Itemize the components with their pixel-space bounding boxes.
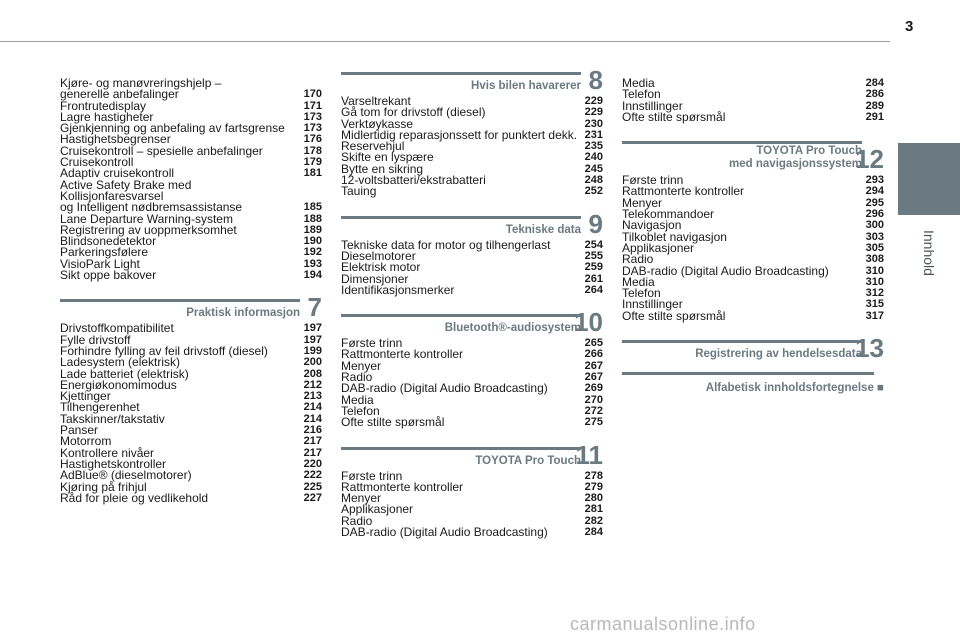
toc-entry-page: 279 xyxy=(584,480,603,493)
toc-entry-page: 281 xyxy=(584,503,603,516)
toc-entry[interactable] xyxy=(341,392,603,407)
index-link[interactable] xyxy=(622,368,884,394)
toc-entry-title: Råd for pleie og vedlikehold xyxy=(60,490,209,505)
toc-entry[interactable] xyxy=(622,308,884,323)
toc-entry-page: 312 xyxy=(865,287,884,300)
toc-entry[interactable] xyxy=(60,177,322,215)
toc-entry-title: Innstillinger xyxy=(622,297,683,312)
toc-entry-title: Dieselmotorer xyxy=(341,248,416,263)
toc-entry-page: 310 xyxy=(865,275,884,288)
toc-entry-title: Rattmonterte kontroller xyxy=(622,184,745,199)
toc-entry-page: 255 xyxy=(584,249,603,262)
toc-entry-title: Applikasjoner xyxy=(341,502,414,517)
toc-entry-page: 217 xyxy=(303,446,322,459)
toc-entry[interactable] xyxy=(341,383,603,394)
toc-entry-title: Kjettinger xyxy=(60,389,111,404)
toc-entry-title: Lane Departure Warning-system xyxy=(60,211,233,226)
toc-entry-title: Gjenkjenning og anbefaling av fartsgrense xyxy=(60,121,285,136)
toc-entry-page: 220 xyxy=(303,457,322,470)
index-title: Alfabetisk innholdsfortegnelse ■ xyxy=(705,382,884,395)
toc-entry-page: 190 xyxy=(303,235,322,248)
toc-entry-page: 289 xyxy=(865,99,884,112)
toc-entry-title: Parkeringsfølere xyxy=(60,245,149,260)
toc-entry-title: Tilhengerenhet xyxy=(60,400,140,415)
toc-entry-page: 193 xyxy=(303,257,322,270)
toc-entry-page: 213 xyxy=(303,390,322,403)
toc-entry-title: Tilkoblet navigasjon xyxy=(622,229,727,244)
toc-entry-page: 199 xyxy=(303,344,322,357)
toc-entry-title: Menyer xyxy=(341,491,382,506)
toc-entry-page: 229 xyxy=(584,106,603,119)
section-12-header[interactable] xyxy=(622,137,884,173)
toc-entry-page: 171 xyxy=(303,99,322,112)
toc-entry-page: 240 xyxy=(584,151,603,164)
toc-entry-page: 267 xyxy=(584,359,603,372)
toc-entry-title: Telefon xyxy=(341,403,380,418)
section-10-number: 10 xyxy=(574,307,603,338)
toc-entry-title: Menyer xyxy=(341,358,382,373)
toc-entry-title: 12-voltsbatteri/ekstrabatteri xyxy=(341,173,486,188)
toc-entry-page: 294 xyxy=(865,185,884,198)
section-11-header[interactable] xyxy=(341,439,603,470)
toc-entry-page: 308 xyxy=(865,253,884,266)
toc-entry-page: 295 xyxy=(865,196,884,209)
toc-entry-title: Midlertidig reparasjonssett for punktert dekk. xyxy=(341,127,578,142)
toc-entry-title: Frontrutedisplay xyxy=(60,98,147,113)
toc-entry-title: Energiøkonomimodus xyxy=(60,377,177,392)
toc-entry-title: Drivstoffkompatibilitet xyxy=(60,321,174,336)
section-8-title: Hvis bilen havarerer xyxy=(471,80,581,92)
toc-entry-title: Ofte stilte spørsmål xyxy=(622,308,726,323)
toc-entry-page: 194 xyxy=(303,269,322,282)
section-8-number: 8 xyxy=(588,65,603,95)
toc-entry-title: Telefon xyxy=(622,87,661,102)
toc-entry-page: 284 xyxy=(865,77,884,89)
toc-entry-page: 230 xyxy=(584,117,603,130)
chapter-tab-label: Innhold xyxy=(921,230,937,276)
toc-entry-page: 317 xyxy=(865,309,884,322)
toc-entry-title: DAB-radio (Digital Audio Broadcasting) xyxy=(341,525,548,540)
toc-entry[interactable] xyxy=(622,240,884,255)
list-sec7 xyxy=(60,323,322,504)
toc-entry-page: 272 xyxy=(584,404,603,417)
toc-entry-title: Motorrom xyxy=(60,434,112,449)
column-1 xyxy=(60,78,322,504)
toc-entry-title: Første trinn xyxy=(622,173,684,188)
toc-entry-page: 305 xyxy=(865,241,884,254)
toc-entry-page: 310 xyxy=(865,264,884,277)
toc-entry[interactable] xyxy=(60,490,322,505)
top-rule xyxy=(0,41,890,42)
toc-entry-title: DAB-radio (Digital Audio Broadcasting) xyxy=(622,263,829,278)
toc-entry-title: Media xyxy=(622,76,655,90)
section-11-number: 11 xyxy=(575,439,603,470)
toc-entry-page: 254 xyxy=(584,238,603,251)
toc-entry-title: Blindsonedetektor xyxy=(60,234,157,249)
toc-entry-title: Hastighetsbegrenser xyxy=(60,132,171,147)
toc-entry-page: 197 xyxy=(303,333,322,346)
section-11-title: TOYOTA Pro Touch xyxy=(475,454,581,467)
toc-entry-page: 217 xyxy=(303,435,322,448)
toc-entry-title: Dimensjoner xyxy=(341,271,409,286)
section-7-header[interactable] xyxy=(60,292,322,323)
section-13-number: 13 xyxy=(855,333,884,364)
toc-entry-title: Radio xyxy=(341,513,373,528)
toc-entry-title: Gå tom for drivstoff (diesel) xyxy=(341,105,486,120)
toc-entry-title: Reservehjul xyxy=(341,139,405,154)
toc-entry-title: VisioPark Light xyxy=(60,256,140,271)
toc-entry-page: 275 xyxy=(584,416,603,429)
toc-entry-page: 270 xyxy=(584,393,603,406)
toc-entry[interactable] xyxy=(341,186,603,197)
toc-entry-title: Fylle drivstoff xyxy=(60,332,131,347)
toc-entry-title: Rattmonterte kontroller xyxy=(341,347,464,362)
toc-entry[interactable] xyxy=(341,504,603,515)
toc-entry-title: Active Safety Brake med Kollisjonfaresvarsel og Intelligent nødbremsassistanse xyxy=(60,177,243,215)
toc-entry-page: 284 xyxy=(584,526,603,539)
toc-entry-page: 252 xyxy=(584,185,603,198)
toc-entry-page: 179 xyxy=(303,156,322,169)
toc-entry-title: Tauing xyxy=(341,184,377,199)
toc-entry-page: 235 xyxy=(584,140,603,153)
column-2 xyxy=(341,65,603,540)
section-10-header[interactable] xyxy=(341,307,603,338)
section-13-title: Registrering av hendelsesdata xyxy=(695,348,862,361)
toc-entry-title: Rattmonterte kontroller xyxy=(341,479,464,494)
toc-entry-page: 181 xyxy=(303,167,322,180)
toc-entry-title: Applikasjoner xyxy=(622,240,695,255)
toc-entry-page: 264 xyxy=(584,283,603,296)
toc-entry-page: 227 xyxy=(303,491,322,504)
section-9-number: 9 xyxy=(588,208,603,239)
toc-entry-title: Ladesystem (elektrisk) xyxy=(60,355,181,370)
toc-entry[interactable] xyxy=(622,109,884,124)
toc-entry-title: Identifikasjonsmerker xyxy=(341,282,455,297)
toc-entry-title: Kontrollere nivåer xyxy=(60,445,155,460)
toc-entry[interactable] xyxy=(341,282,603,297)
toc-entry[interactable] xyxy=(60,411,322,426)
list-sec9 xyxy=(341,237,603,297)
toc-entry[interactable] xyxy=(341,358,603,373)
list-sec8 xyxy=(341,96,603,198)
toc-entry-page: 245 xyxy=(584,162,603,175)
watermark: carmanualsonline.info xyxy=(570,614,756,634)
toc-entry-title: Skifte en lyspære xyxy=(341,150,434,165)
toc-entry-title: Cruisekontroll xyxy=(60,155,134,170)
toc-entry-page: 259 xyxy=(584,261,603,274)
list-col1 xyxy=(60,78,322,281)
toc-entry-title: Radio xyxy=(341,370,373,385)
toc-entry-title: Sikt oppe bakover xyxy=(60,268,157,283)
toc-entry-title: Bytte en sikring xyxy=(341,161,424,176)
toc-entry-page: 170 xyxy=(303,88,322,101)
toc-entry-page: 189 xyxy=(303,223,322,236)
toc-entry-page: 188 xyxy=(303,212,322,225)
toc-entry-title: Telefon xyxy=(622,286,661,301)
toc-entry-page: 178 xyxy=(303,144,322,157)
toc-entry-page: 222 xyxy=(303,469,322,482)
toc-entry-page: 296 xyxy=(865,208,884,221)
toc-entry-title: AdBlue® (dieselmotorer) xyxy=(60,468,192,483)
toc-entry-page: 225 xyxy=(303,480,322,493)
toc-entry-page: 231 xyxy=(584,128,603,141)
toc-entry[interactable] xyxy=(622,78,884,89)
toc-entry[interactable] xyxy=(341,175,603,186)
chapter-tab xyxy=(898,143,960,215)
toc-entry-page: 216 xyxy=(303,424,322,437)
toc-entry-page: 185 xyxy=(303,201,322,214)
toc-entry-title: Ofte stilte spørsmål xyxy=(622,109,726,124)
toc-entry-title: Kjøre- og manøvreringshjelp – generelle anbefalinger xyxy=(60,76,222,102)
toc-entry[interactable] xyxy=(622,274,884,289)
toc-entry-title: Menyer xyxy=(622,195,663,210)
toc-entry-title: Verktøykasse xyxy=(341,116,414,131)
toc-entry-page: 212 xyxy=(303,378,322,391)
toc-entry-title: Telekommandoer xyxy=(622,207,715,222)
toc-entry-title: DAB-radio (Digital Audio Broadcasting) xyxy=(341,381,548,396)
toc-entry-title: Radio xyxy=(622,252,654,267)
toc-entry-page: 248 xyxy=(584,174,603,187)
toc-entry-page: 266 xyxy=(584,348,603,361)
toc-entry-page: 261 xyxy=(584,272,603,285)
column-3 xyxy=(622,68,884,394)
toc-entry-page: 229 xyxy=(584,95,603,107)
toc-entry-page: 208 xyxy=(303,367,322,380)
list-sec11 xyxy=(341,468,603,540)
toc-entry-title: Media xyxy=(341,392,374,407)
toc-entry-page: 282 xyxy=(584,514,603,527)
section-7-number: 7 xyxy=(307,292,322,323)
page-number: 3 xyxy=(905,18,914,35)
toc-entry-title: Panser xyxy=(60,423,99,438)
toc-entry-page: 303 xyxy=(865,230,884,243)
toc-entry-page: 200 xyxy=(303,356,322,369)
toc-entry[interactable] xyxy=(60,270,322,281)
toc-entry-page: 265 xyxy=(584,337,603,350)
section-9-title: Tekniske data xyxy=(505,223,581,236)
toc-entry-title: Ofte stilte spørsmål xyxy=(341,415,445,430)
toc-entry-page: 293 xyxy=(865,174,884,187)
section-13-header[interactable] xyxy=(622,333,884,364)
toc-entry-title: Takskinner/takstativ xyxy=(60,411,165,426)
toc-entry-page: 214 xyxy=(303,401,322,414)
section-8-header[interactable] xyxy=(341,65,603,95)
toc-entry[interactable] xyxy=(341,527,603,538)
toc-entry-title: Kjøring på frihjul xyxy=(60,479,147,494)
toc-entry-page: 278 xyxy=(584,469,603,482)
toc-entry-title: Navigasjon xyxy=(622,218,682,233)
list-col3-top xyxy=(622,78,884,123)
toc-entry-page: 315 xyxy=(865,298,884,311)
toc-entry-page: 280 xyxy=(584,492,603,505)
toc-entry-page: 214 xyxy=(303,412,322,425)
toc-entry-title: Innstillinger xyxy=(622,98,683,113)
toc-entry-page: 173 xyxy=(303,110,322,123)
section-10-title: Bluetooth®-audiosystem xyxy=(444,322,581,335)
toc-entry-title: Adaptiv cruisekontroll xyxy=(60,166,175,181)
section-12-number: 12 xyxy=(855,144,884,175)
toc-entry-title: Forhindre fylling av feil drivstoff (diesel) xyxy=(60,343,268,358)
toc-entry-title: Cruisekontroll – spesielle anbefalinger xyxy=(60,143,263,158)
toc-entry-title: Registrering av uoppmerksomhet xyxy=(60,222,237,237)
toc-entry-page: 197 xyxy=(303,322,322,335)
toc-entry-title: Media xyxy=(622,274,655,289)
toc-entry-title: Varseltrekant xyxy=(341,94,411,108)
toc-entry-page: 291 xyxy=(865,110,884,123)
toc-entry-page: 267 xyxy=(584,371,603,384)
toc-entry-page: 192 xyxy=(303,246,322,259)
toc-entry-title: Første trinn xyxy=(341,336,403,351)
toc-entry[interactable] xyxy=(622,263,884,278)
toc-entry-title: Hastighetskontroller xyxy=(60,456,167,471)
toc-entry-page: 173 xyxy=(303,122,322,135)
section-9-header[interactable] xyxy=(341,208,603,239)
section-12-title: TOYOTA Pro Touch med navigasjonssystem xyxy=(729,145,862,171)
toc-entry-title: Lagre hastigheter xyxy=(60,109,154,124)
list-sec12 xyxy=(622,175,884,322)
toc-entry[interactable] xyxy=(60,78,322,101)
toc-entry-title: Elektrisk motor xyxy=(341,260,421,275)
toc-entry-page: 176 xyxy=(303,133,322,146)
section-7-title: Praktisk informasjon xyxy=(186,307,300,320)
toc-entry-title: Tekniske data for motor og tilhengerlast xyxy=(341,237,551,252)
toc-entry-title: Første trinn xyxy=(341,468,403,483)
toc-entry-title: Lade batteriet (elektrisk) xyxy=(60,366,189,381)
toc-entry[interactable] xyxy=(341,417,603,428)
toc-entry-page: 269 xyxy=(584,382,603,395)
list-sec10 xyxy=(341,338,603,428)
toc-entry-page: 286 xyxy=(865,88,884,101)
toc-entry-page: 300 xyxy=(865,219,884,232)
